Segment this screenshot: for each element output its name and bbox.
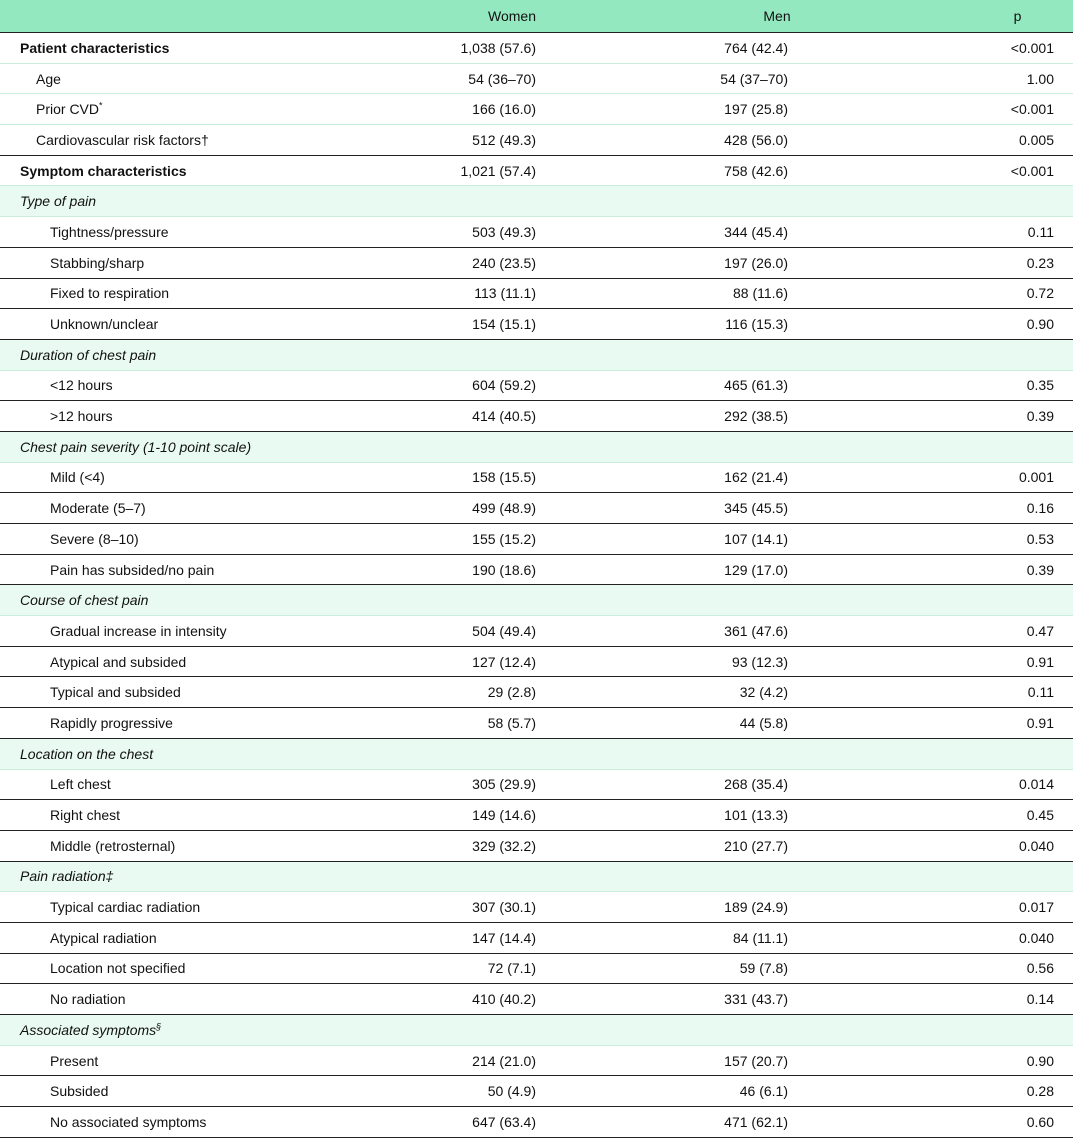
section-header-row	[0, 738, 1073, 769]
row-label: <12 hours	[0, 370, 402, 401]
header-women: Women	[402, 0, 622, 33]
row-label: Location not specified	[0, 953, 402, 984]
women-cell: 512 (49.3)	[402, 125, 622, 156]
men-cell: 471 (62.1)	[622, 1107, 932, 1138]
empty-cell	[402, 431, 622, 462]
p-value-cell: 0.040	[932, 830, 1073, 861]
row-label: No associated symptoms	[0, 1107, 402, 1138]
header-label-cell	[0, 0, 402, 33]
empty-cell	[402, 738, 622, 769]
row-label: No radiation	[0, 984, 402, 1015]
row-label: Right chest	[0, 800, 402, 831]
men-cell: 107 (14.1)	[622, 524, 932, 555]
table-row	[0, 800, 1073, 831]
row-label: Typical and subsided	[0, 677, 402, 708]
section-label: Chest pain severity (1-10 point scale)	[0, 431, 402, 462]
table-row	[0, 125, 1073, 156]
section-header-row	[0, 585, 1073, 616]
empty-cell	[622, 431, 932, 462]
table-row	[0, 462, 1073, 493]
header-row	[0, 0, 1073, 33]
women-cell: 154 (15.1)	[402, 309, 622, 340]
header-p: p	[932, 0, 1073, 33]
header-men: Men	[622, 0, 932, 33]
empty-cell	[622, 1015, 932, 1046]
men-cell: 361 (47.6)	[622, 616, 932, 647]
footnote-marker: *	[99, 100, 103, 111]
empty-cell	[622, 585, 932, 616]
empty-cell	[932, 738, 1073, 769]
p-value-cell: <0.001	[932, 94, 1073, 125]
row-label: Middle (retrosternal)	[0, 830, 402, 861]
p-value-cell: 0.90	[932, 1045, 1073, 1076]
men-cell: 344 (45.4)	[622, 217, 932, 248]
women-cell: 158 (15.5)	[402, 462, 622, 493]
p-value-cell: 0.35	[932, 370, 1073, 401]
women-cell: 414 (40.5)	[402, 401, 622, 432]
row-label: Tightness/pressure	[0, 217, 402, 248]
p-value-cell: 1.00	[932, 63, 1073, 94]
table-row	[0, 370, 1073, 401]
p-value-cell: 0.60	[932, 1107, 1073, 1138]
empty-cell	[402, 339, 622, 370]
men-cell: 197 (25.8)	[622, 94, 932, 125]
row-label: Mild (<4)	[0, 462, 402, 493]
summary-row	[0, 33, 1073, 64]
p-value-cell: 0.005	[932, 125, 1073, 156]
empty-cell	[402, 861, 622, 892]
empty-cell	[932, 861, 1073, 892]
table-row	[0, 217, 1073, 248]
summary-label: Patient characteristics	[0, 33, 402, 64]
table-row	[0, 830, 1073, 861]
p-value-cell: 0.23	[932, 247, 1073, 278]
row-label: Rapidly progressive	[0, 708, 402, 739]
p-value-cell: 0.16	[932, 493, 1073, 524]
section-header-row	[0, 186, 1073, 217]
table-body	[0, 33, 1073, 1138]
men-cell: 758 (42.6)	[622, 155, 932, 186]
women-cell: 410 (40.2)	[402, 984, 622, 1015]
table-row	[0, 677, 1073, 708]
table-row	[0, 247, 1073, 278]
men-cell: 59 (7.8)	[622, 953, 932, 984]
table-row	[0, 1045, 1073, 1076]
p-value-cell: 0.47	[932, 616, 1073, 647]
empty-cell	[932, 1015, 1073, 1046]
men-cell: 157 (20.7)	[622, 1045, 932, 1076]
women-cell: 54 (36–70)	[402, 63, 622, 94]
women-cell: 58 (5.7)	[402, 708, 622, 739]
women-cell: 29 (2.8)	[402, 677, 622, 708]
empty-cell	[622, 186, 932, 217]
men-cell: 345 (45.5)	[622, 493, 932, 524]
section-header-row	[0, 431, 1073, 462]
table-row	[0, 493, 1073, 524]
row-label: Stabbing/sharp	[0, 247, 402, 278]
row-label: Cardiovascular risk factors†	[0, 125, 402, 156]
women-cell: 1,038 (57.6)	[402, 33, 622, 64]
men-cell: 268 (35.4)	[622, 769, 932, 800]
empty-cell	[932, 339, 1073, 370]
section-label: Pain radiation‡	[0, 861, 402, 892]
table-row	[0, 524, 1073, 555]
table-row	[0, 922, 1073, 953]
men-cell: 197 (26.0)	[622, 247, 932, 278]
row-label: >12 hours	[0, 401, 402, 432]
men-cell: 101 (13.3)	[622, 800, 932, 831]
table-row	[0, 63, 1073, 94]
row-label: Atypical and subsided	[0, 646, 402, 677]
section-header-row	[0, 861, 1073, 892]
men-cell: 84 (11.1)	[622, 922, 932, 953]
empty-cell	[622, 738, 932, 769]
p-value-cell: 0.53	[932, 524, 1073, 555]
p-value-cell: <0.001	[932, 33, 1073, 64]
men-cell: 428 (56.0)	[622, 125, 932, 156]
table-row	[0, 278, 1073, 309]
table-row	[0, 1076, 1073, 1107]
section-label: Course of chest pain	[0, 585, 402, 616]
women-cell: 329 (32.2)	[402, 830, 622, 861]
row-label: Gradual increase in intensity	[0, 616, 402, 647]
table-row	[0, 892, 1073, 923]
summary-label: Symptom characteristics	[0, 155, 402, 186]
men-cell: 93 (12.3)	[622, 646, 932, 677]
row-label: Present	[0, 1045, 402, 1076]
p-value-cell: 0.45	[932, 800, 1073, 831]
women-cell: 147 (14.4)	[402, 922, 622, 953]
p-value-cell: 0.11	[932, 677, 1073, 708]
men-cell: 88 (11.6)	[622, 278, 932, 309]
empty-cell	[402, 585, 622, 616]
table-row	[0, 646, 1073, 677]
table-row	[0, 616, 1073, 647]
empty-cell	[932, 585, 1073, 616]
men-cell: 46 (6.1)	[622, 1076, 932, 1107]
women-cell: 72 (7.1)	[402, 953, 622, 984]
p-value-cell: 0.11	[932, 217, 1073, 248]
women-cell: 50 (4.9)	[402, 1076, 622, 1107]
footnote-marker: §	[156, 1021, 162, 1032]
p-value-cell: 0.28	[932, 1076, 1073, 1107]
men-cell: 116 (15.3)	[622, 309, 932, 340]
men-cell: 210 (27.7)	[622, 830, 932, 861]
men-cell: 331 (43.7)	[622, 984, 932, 1015]
women-cell: 647 (63.4)	[402, 1107, 622, 1138]
women-cell: 307 (30.1)	[402, 892, 622, 923]
women-cell: 604 (59.2)	[402, 370, 622, 401]
section-label: Associated symptoms§	[0, 1015, 402, 1046]
women-cell: 127 (12.4)	[402, 646, 622, 677]
p-value-cell: <0.001	[932, 155, 1073, 186]
women-cell: 499 (48.9)	[402, 493, 622, 524]
men-cell: 465 (61.3)	[622, 370, 932, 401]
men-cell: 129 (17.0)	[622, 554, 932, 585]
row-label: Fixed to respiration	[0, 278, 402, 309]
women-cell: 305 (29.9)	[402, 769, 622, 800]
table-row	[0, 1107, 1073, 1138]
women-cell: 214 (21.0)	[402, 1045, 622, 1076]
table-row	[0, 953, 1073, 984]
row-label: Left chest	[0, 769, 402, 800]
table-row	[0, 984, 1073, 1015]
empty-cell	[402, 186, 622, 217]
row-label: Pain has subsided/no pain	[0, 554, 402, 585]
women-cell: 503 (49.3)	[402, 217, 622, 248]
p-value-cell: 0.91	[932, 708, 1073, 739]
section-label: Location on the chest	[0, 738, 402, 769]
row-label: Subsided	[0, 1076, 402, 1107]
women-cell: 149 (14.6)	[402, 800, 622, 831]
men-cell: 189 (24.9)	[622, 892, 932, 923]
p-value-cell: 0.90	[932, 309, 1073, 340]
section-header-row	[0, 339, 1073, 370]
section-label: Type of pain	[0, 186, 402, 217]
p-value-cell: 0.56	[932, 953, 1073, 984]
table-row	[0, 708, 1073, 739]
p-value-cell: 0.14	[932, 984, 1073, 1015]
section-header-row	[0, 1015, 1073, 1046]
row-label: Age	[0, 63, 402, 94]
table-row	[0, 401, 1073, 432]
p-value-cell: 0.001	[932, 462, 1073, 493]
p-value-cell: 0.040	[932, 922, 1073, 953]
men-cell: 32 (4.2)	[622, 677, 932, 708]
section-label: Duration of chest pain	[0, 339, 402, 370]
men-cell: 44 (5.8)	[622, 708, 932, 739]
row-label: Atypical radiation	[0, 922, 402, 953]
men-cell: 162 (21.4)	[622, 462, 932, 493]
p-value-cell: 0.39	[932, 554, 1073, 585]
men-cell: 764 (42.4)	[622, 33, 932, 64]
p-value-cell: 0.014	[932, 769, 1073, 800]
summary-row	[0, 155, 1073, 186]
row-label: Severe (8–10)	[0, 524, 402, 555]
row-label: Moderate (5–7)	[0, 493, 402, 524]
p-value-cell: 0.91	[932, 646, 1073, 677]
empty-cell	[932, 431, 1073, 462]
table-row	[0, 769, 1073, 800]
women-cell: 1,021 (57.4)	[402, 155, 622, 186]
empty-cell	[622, 861, 932, 892]
men-cell: 54 (37–70)	[622, 63, 932, 94]
women-cell: 113 (11.1)	[402, 278, 622, 309]
women-cell: 240 (23.5)	[402, 247, 622, 278]
row-label: Unknown/unclear	[0, 309, 402, 340]
empty-cell	[622, 339, 932, 370]
men-cell: 292 (38.5)	[622, 401, 932, 432]
row-label: Typical cardiac radiation	[0, 892, 402, 923]
empty-cell	[932, 186, 1073, 217]
table-row	[0, 554, 1073, 585]
women-cell: 504 (49.4)	[402, 616, 622, 647]
p-value-cell: 0.72	[932, 278, 1073, 309]
row-label: Prior CVD*	[0, 94, 402, 125]
empty-cell	[402, 1015, 622, 1046]
women-cell: 190 (18.6)	[402, 554, 622, 585]
women-cell: 155 (15.2)	[402, 524, 622, 555]
p-value-cell: 0.39	[932, 401, 1073, 432]
p-value-cell: 0.017	[932, 892, 1073, 923]
women-cell: 166 (16.0)	[402, 94, 622, 125]
table-row	[0, 309, 1073, 340]
table-row	[0, 94, 1073, 125]
